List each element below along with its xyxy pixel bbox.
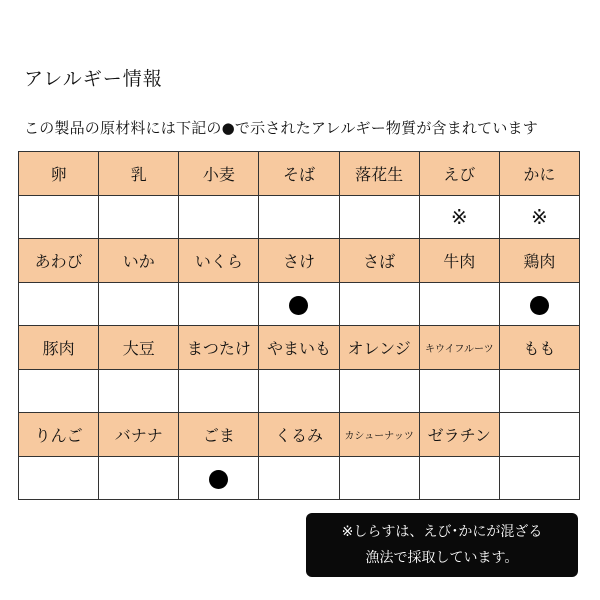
allergen-name-cell: 小麦	[179, 152, 259, 196]
allergen-description: この製品の原材料には下記の●で示されたアレルギー物質が含まれています	[24, 119, 538, 137]
allergen-value-cell	[419, 457, 499, 500]
allergen-name-cell: もも	[499, 326, 579, 370]
note-line-2: 漁法で採取しています。	[365, 550, 519, 566]
allergen-value-cell	[19, 283, 99, 326]
allergen-value-cell	[99, 196, 179, 239]
allergen-value-cell	[99, 370, 179, 413]
allergen-name-cell: まつたけ	[179, 326, 259, 370]
allergen-name-cell: 豚肉	[19, 326, 99, 370]
allergen-name-cell: かに	[499, 152, 579, 196]
allergen-value-cell	[259, 196, 339, 239]
allergen-value-cell	[339, 196, 419, 239]
allergen-value-row	[19, 196, 580, 239]
allergen-name-cell: 大豆	[99, 326, 179, 370]
allergen-value-cell	[419, 283, 499, 326]
allergen-value-cell	[339, 457, 419, 500]
allergen-name-cell: そば	[259, 152, 339, 196]
allergen-value-cell: ※	[499, 196, 579, 239]
allergen-name-cell: ゼラチン	[419, 413, 499, 457]
allergen-value-cell	[339, 283, 419, 326]
allergen-value-row	[19, 457, 580, 500]
allergen-value-cell	[179, 283, 259, 326]
allergen-value-cell	[259, 283, 339, 326]
allergen-name-cell: ごま	[179, 413, 259, 457]
allergen-name-cell: キウイフルーツ	[419, 326, 499, 370]
allergen-name-cell: りんご	[19, 413, 99, 457]
allergen-name-cell: いか	[99, 239, 179, 283]
allergen-name-cell: 牛肉	[419, 239, 499, 283]
allergen-value-cell	[99, 283, 179, 326]
allergen-name-cell: あわび	[19, 239, 99, 283]
allergen-header-row	[19, 239, 580, 283]
allergen-name-cell: やまいも	[259, 326, 339, 370]
allergen-header-row	[19, 326, 580, 370]
allergen-value-cell: ※	[419, 196, 499, 239]
allergen-name-cell: さけ	[259, 239, 339, 283]
allergen-name-cell: いくら	[179, 239, 259, 283]
allergen-value-row	[19, 370, 580, 413]
allergen-name-cell: バナナ	[99, 413, 179, 457]
allergen-header-row	[19, 152, 580, 196]
page-title: アレルギー情報	[24, 68, 163, 90]
allergen-value-cell	[259, 457, 339, 500]
allergen-table	[18, 151, 580, 500]
allergen-name-cell: くるみ	[259, 413, 339, 457]
allergen-value-cell	[99, 457, 179, 500]
allergen-value-cell	[19, 196, 99, 239]
note-line-1: ※しらすは、えび･かにが混ざる	[341, 524, 543, 540]
allergen-value-cell	[339, 370, 419, 413]
allergen-name-cell: えび	[419, 152, 499, 196]
note-box	[306, 513, 578, 577]
allergen-name-cell: オレンジ	[339, 326, 419, 370]
allergen-header-row	[19, 413, 580, 457]
contains-mark-icon	[530, 296, 549, 315]
allergen-value-row	[19, 283, 580, 326]
allergen-value-cell	[179, 370, 259, 413]
allergen-value-cell	[499, 283, 579, 326]
allergen-name-cell: さば	[339, 239, 419, 283]
allergen-value-cell	[19, 370, 99, 413]
allergen-name-cell: 卵	[19, 152, 99, 196]
allergen-value-cell	[259, 370, 339, 413]
allergen-name-cell: 乳	[99, 152, 179, 196]
allergen-value-cell	[419, 370, 499, 413]
allergen-name-cell: 落花生	[339, 152, 419, 196]
contains-mark-icon	[289, 296, 308, 315]
allergen-value-cell	[179, 196, 259, 239]
allergen-name-cell: 鶏肉	[499, 239, 579, 283]
contains-mark-icon	[209, 470, 228, 489]
allergen-value-cell	[499, 370, 579, 413]
allergen-value-cell	[499, 457, 579, 500]
allergen-value-cell	[179, 457, 259, 500]
allergen-value-cell	[19, 457, 99, 500]
empty-cell	[499, 413, 579, 457]
allergen-name-cell: カシューナッツ	[339, 413, 419, 457]
